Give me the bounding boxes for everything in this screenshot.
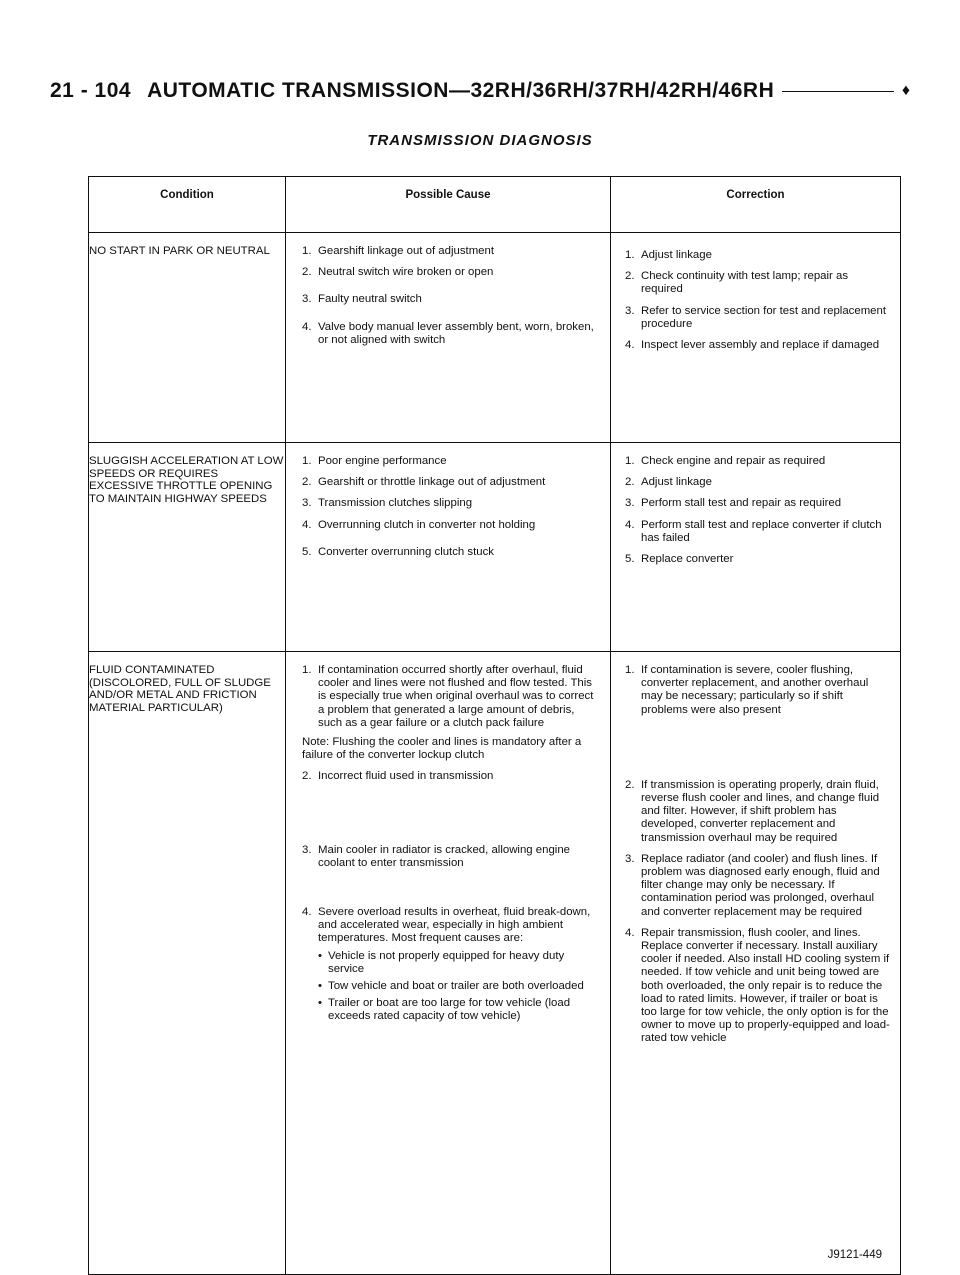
header-rule (782, 91, 894, 92)
page-title: AUTOMATIC TRANSMISSION—32RH/36RH/37RH/42RH/46RH (147, 79, 775, 102)
list-item: 5. Replace converter (625, 553, 734, 566)
list-item: 4. Inspect lever assembly and replace if damaged (625, 339, 880, 352)
correction-cell (611, 443, 901, 652)
list-item: 4. Repair transmission, flush cooler, and lines. Replace converter if necessary. Install auxiliary cooler if needed. Also install HD cooling system if needed. If tow vehicle and unit being towed are both overloaded, the only repair is to reduce the load to rated limits. However, if trailer or boat is too large for tow vehicle, the only option is for the owner to move up to properly-equipped and load-rated tow vehicle (625, 926, 890, 1045)
list-item: 1. Gearshift linkage out of adjustment (302, 245, 495, 257)
list-item: 1. If contamination occurred shortly after overhaul, fluid cooler and lines were not flushed and flow tested. This is especially true when original overhaul was to correct a problem that generated a large amount of debris, such as a gear failure or a clutch pack failure (302, 664, 594, 729)
condition-cell: NO START IN PARK OR NEUTRAL (89, 233, 286, 443)
bullet-item: • Vehicle is not properly equipped for heavy duty service (318, 949, 565, 975)
page-header (50, 76, 910, 106)
list-item: 2. Neutral switch wire broken or open (302, 266, 494, 279)
list-item: 5. Converter overrunning clutch stuck (302, 545, 495, 558)
list-item: 4. Valve body manual lever assembly bent, worn, broken, or not aligned with switch (302, 320, 594, 346)
list-item: 1. Check engine and repair as required (625, 455, 826, 467)
condition-cell: FLUID CONTAMINATED (DISCOLORED, FULL OF SLUDGE AND/OR METAL AND FRICTION MATERIAL PARTICULAR) (89, 652, 286, 1275)
cause-text: Severe overload results in overheat, fluid break-down, and accelerated wear, especially in high ambient temperatures. Most frequent causes are: (318, 906, 591, 945)
condition-cell: SLUGGISH ACCELERATION AT LOW SPEEDS OR REQUIRES EXCESSIVE THROTTLE OPENING TO MAINTAIN HIGHWAY SPEEDS (89, 443, 286, 652)
list-item: 2. Gearshift or throttle linkage out of adjustment (302, 476, 546, 489)
list-item: 4. Overrunning clutch in converter not holding (302, 518, 536, 531)
correction-cell (611, 233, 901, 443)
list-item: 3. Main cooler in radiator is cracked, allowing engine coolant to enter transmission (302, 843, 570, 869)
bullet-item: • Tow vehicle and boat or trailer are both overloaded (318, 980, 584, 993)
header-possible-cause: Possible Cause (286, 177, 611, 233)
table-row (89, 443, 901, 652)
diagnosis-table (88, 176, 901, 1275)
correction-cell (611, 652, 901, 1275)
list-item: 1. If contamination is severe, cooler flushing, converter replacement, and another overhaul may be necessary; particularly so if shift problems were also present (625, 664, 869, 716)
bullet-icon: • (318, 980, 322, 993)
list-item: 3. Transmission clutches slipping (302, 497, 473, 510)
header-condition: Condition (89, 177, 286, 233)
list-item: 2. Incorrect fluid used in transmission (302, 770, 494, 783)
list-item: 2. Check continuity with test lamp; repair as required (625, 270, 849, 296)
table-row (89, 233, 901, 443)
figure-code: J9121-449 (827, 1248, 882, 1261)
list-item: 1. Poor engine performance (302, 455, 447, 467)
list-item: 3. Replace radiator (and cooler) and flush lines. If problem was diagnosed early enough, fluid and filter change may only be necessary. If contamination period was prolonged, overhaul and converter replacement may be required (625, 852, 880, 918)
page-number: 21 - 104 (50, 79, 132, 102)
note-text: Note: Flushing the cooler and lines is mandatory after a failure of the converter lockup clutch (302, 736, 582, 762)
cause-cell (286, 652, 611, 1275)
list-item: 3. Faulty neutral switch (302, 293, 422, 306)
list-item: 2. If transmission is operating properly, drain fluid, reverse flush cooler and lines, and change fluid and filter. However, if shift problem has developed, converter replacement and transmission overhaul may be required (625, 778, 880, 844)
bullet-icon: • (318, 949, 322, 962)
header-correction: Correction (611, 177, 901, 233)
table-row (89, 652, 901, 1275)
list-item: 4. Perform stall test and replace converter if clutch has failed (625, 518, 882, 544)
cause-cell (286, 233, 611, 443)
list-item: 1. Adjust linkage (625, 249, 712, 261)
list-item: 4. Severe overload results in overheat, fluid break-down, and accelerated wear, especially in high ambient temperatures. Most frequent causes are: • Vehicle is not properly equipped for heavy duty service • Tow vehicle and boat or trailer are both overloaded • Trailer or boat are too large for tow vehicle (load exceeds rated capacity of tow vehicle) (286, 906, 610, 1028)
bullet-icon: • (318, 997, 322, 1010)
list-item: 2. Adjust linkage (625, 476, 712, 489)
table-header-row (89, 177, 901, 233)
cause-cell (286, 443, 611, 652)
list-item: 3. Perform stall test and repair as required (625, 497, 842, 510)
section-title: TRANSMISSION DIAGNOSIS (367, 132, 593, 149)
diamond-icon: ♦ (901, 82, 910, 99)
list-item: 3. Refer to service section for test and replacement procedure (625, 304, 887, 330)
bullet-item: • Trailer or boat are too large for tow vehicle (load exceeds rated capacity of tow vehicle) (318, 997, 571, 1023)
